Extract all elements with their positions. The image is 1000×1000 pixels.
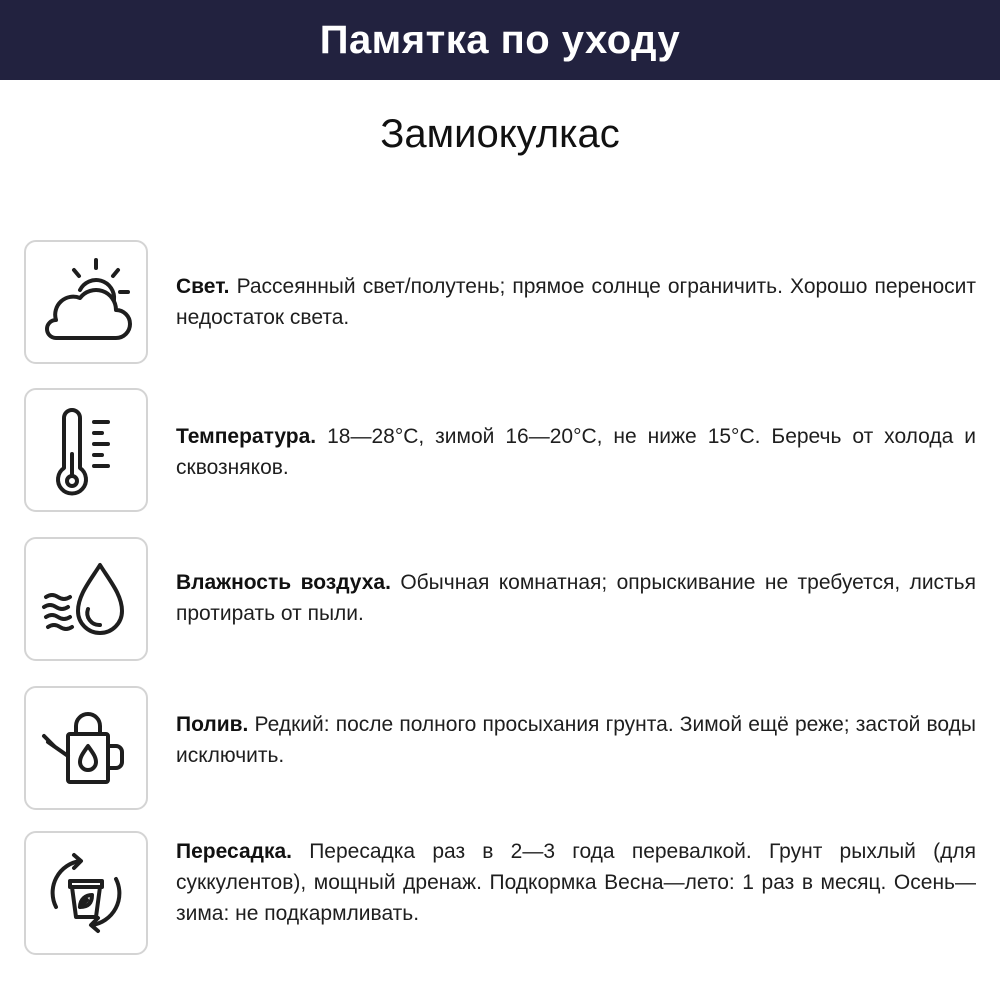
care-item-temperature xyxy=(24,388,976,516)
care-item-text xyxy=(176,271,976,333)
care-item-title: Свет. xyxy=(176,275,230,298)
icon-frame xyxy=(24,686,148,810)
icon-frame xyxy=(24,388,148,512)
care-item-text xyxy=(176,421,976,483)
care-item-title: Температура. xyxy=(176,425,317,448)
care-item-light xyxy=(24,240,976,368)
care-item-text xyxy=(176,567,976,629)
care-item-watering xyxy=(24,686,976,814)
care-item-title: Влажность воздуха. xyxy=(176,571,391,594)
header-title: Памятка по уходу xyxy=(319,17,681,62)
repot-icon xyxy=(34,841,138,945)
care-item-text xyxy=(176,709,976,771)
icon-frame xyxy=(24,537,148,661)
care-item-humidity xyxy=(24,537,976,665)
care-item-title: Полив. xyxy=(176,713,249,736)
care-item-description: Пересадка раз в 2—3 года перевалкой. Грунт рыхлый (для суккулентов), мощный дренаж. Подкормка Весна—лето: 1 раз в месяц. Осень—зима: не подкармливать. xyxy=(176,840,976,925)
icon-frame xyxy=(24,240,148,364)
care-item-repotting xyxy=(24,831,976,959)
care-item-title: Пересадка. xyxy=(176,840,292,863)
care-item-description: Редкий: после полного просыхания грунта. Зимой ещё реже; застой воды исключить. xyxy=(176,713,976,767)
care-item-description: 18—28°C, зимой 16—20°C, не ниже 15°C. Беречь от холода и сквозняков. xyxy=(176,425,976,479)
thermometer-icon xyxy=(34,398,138,502)
icon-frame xyxy=(24,831,148,955)
sun-cloud-icon xyxy=(34,250,138,354)
care-item-description: Обычная комнатная; опрыскивание не требуется, листья протирать от пыли. xyxy=(176,571,976,625)
care-item-description: Рассеянный свет/полутень; прямое солнце ограничить. Хорошо переносит недостаток света. xyxy=(176,275,976,329)
humidity-drop-icon xyxy=(34,547,138,651)
care-item-text xyxy=(176,836,976,929)
header-bar xyxy=(0,0,1000,80)
watering-can-icon xyxy=(34,696,138,800)
plant-name: Замиокулкас xyxy=(380,112,620,156)
